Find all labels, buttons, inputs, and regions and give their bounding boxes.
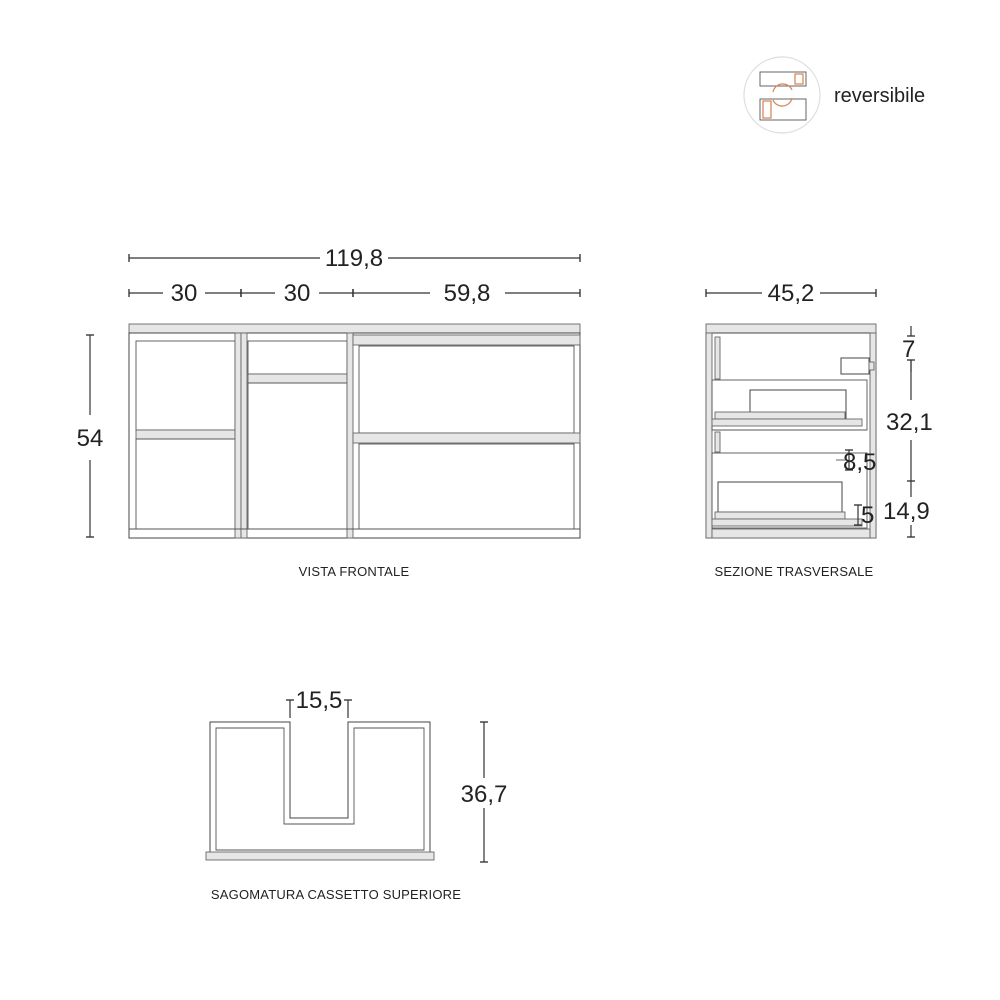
drawer-shape-view — [206, 687, 507, 902]
notch-width-value: 15,5 — [295, 687, 343, 714]
section-front-panel — [706, 333, 712, 538]
countertop — [129, 324, 580, 333]
handle-lower — [715, 432, 720, 452]
drawer-depth-value: 36,7 — [460, 781, 508, 808]
divider-left-2 — [241, 333, 247, 538]
front-cabinet — [129, 324, 580, 538]
dimension-total-width — [129, 245, 580, 272]
siphon-box — [841, 358, 869, 374]
drawer-front-board — [206, 852, 434, 860]
lower-height-value: 14,9 — [883, 498, 930, 525]
dimension-depth — [706, 280, 876, 307]
width-right-value: 59,8 — [443, 280, 491, 307]
section-top — [706, 324, 876, 333]
dimension-notch-width — [290, 687, 348, 718]
section-plinth — [712, 529, 870, 538]
total-width-value: 119,8 — [324, 245, 384, 272]
top-gap-value: 7 — [902, 336, 916, 363]
bottom-gap-value: 5 — [861, 502, 875, 529]
upper-height-value: 32,1 — [886, 409, 933, 436]
drawer-shape-caption: SAGOMATURA CASSETTO SUPERIORE — [210, 887, 462, 902]
section-view — [706, 280, 933, 579]
front-view — [77, 245, 580, 579]
gap-value: 8,5 — [843, 449, 877, 476]
divider-right — [347, 333, 353, 538]
badge-circle — [744, 57, 820, 133]
front-view-caption: VISTA FRONTALE — [298, 564, 410, 579]
section-cabinet — [706, 324, 876, 538]
dimension-drawer-depth — [461, 722, 508, 862]
depth-value: 45,2 — [767, 280, 815, 307]
drawer-outline — [210, 722, 430, 858]
right-top-rail — [353, 335, 580, 345]
middle-shelf-board — [248, 374, 347, 383]
left-shelf-board — [136, 430, 235, 439]
width-left-value: 30 — [170, 280, 198, 307]
height-value: 54 — [76, 425, 104, 452]
dimension-segments — [129, 280, 580, 307]
badge-label: reversibile — [834, 85, 926, 107]
divider-left — [235, 333, 241, 538]
dimension-height — [77, 335, 104, 537]
reversible-badge — [744, 57, 925, 133]
width-middle-value: 30 — [283, 280, 311, 307]
handle-upper — [715, 337, 720, 379]
section-view-caption: SEZIONE TRASVERSALE — [714, 564, 874, 579]
right-middle-rail — [353, 433, 580, 443]
